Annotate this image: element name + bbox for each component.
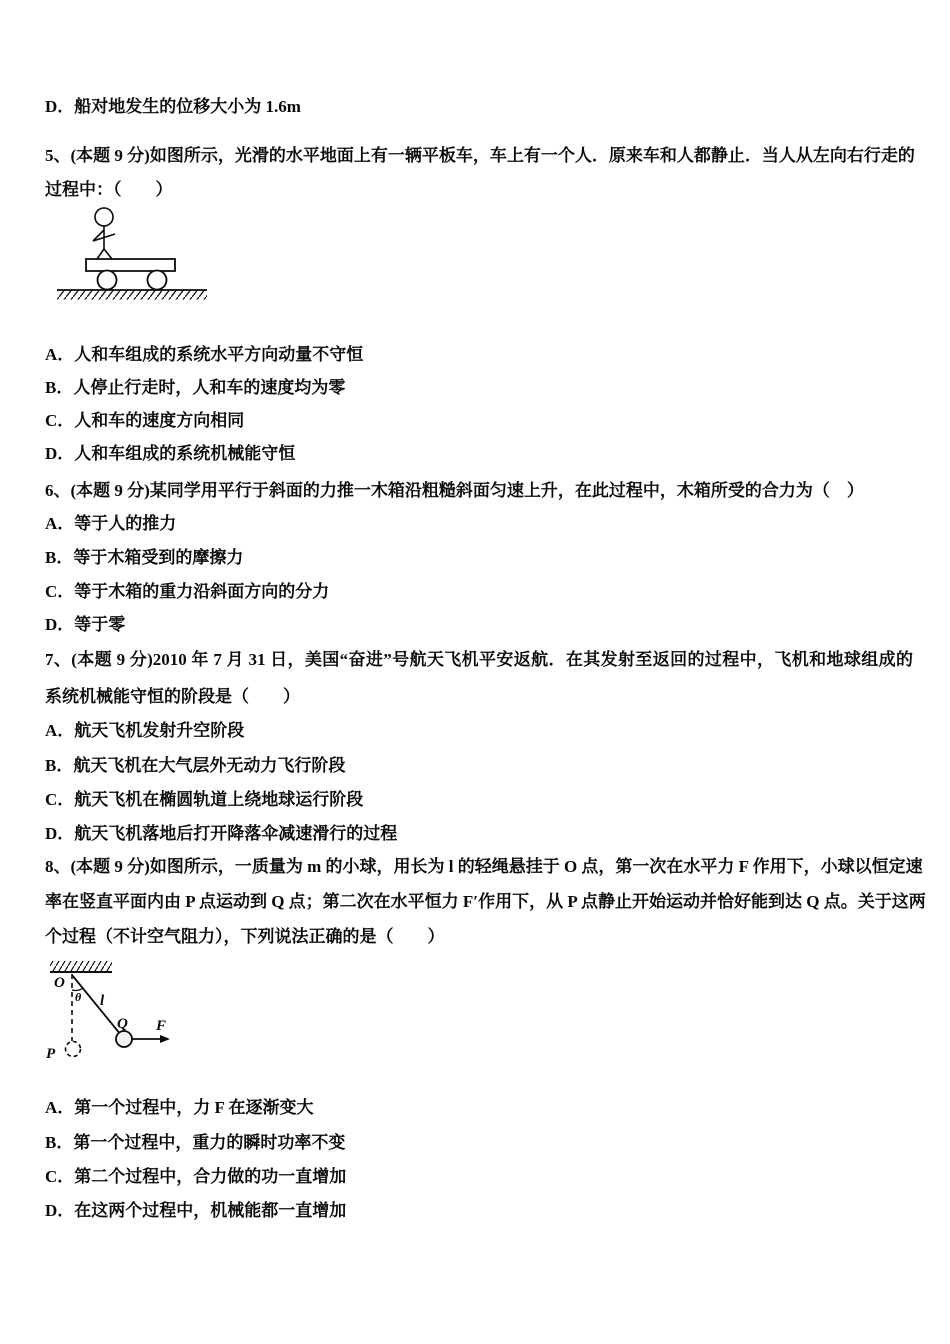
label-theta: θ: [75, 990, 82, 1004]
cart-figure: [52, 198, 212, 306]
question-7-stem-line-1: 7、(本题 9 分)2010 年 7 月 31 日，美国“奋进”号航天飞机平安返航．在其发射至返回的过程中，飞机和地球组成的: [45, 650, 913, 669]
question-8-option-c: C．第二个过程中，合力做的功一直增加: [45, 1167, 347, 1186]
ground-hatching: [57, 291, 207, 300]
question-5-stem-line-1: 5、(本题 9 分)如图所示，光滑的水平地面上有一辆平板车，车上有一个人．原来车和人都静止．当人从左向右行走的: [45, 146, 915, 165]
person-figure: [93, 208, 115, 259]
question-6-option-d: D．等于零: [45, 615, 126, 634]
prev-question-option-d: D．船对地发生的位移大小为 1.6m: [45, 97, 301, 116]
question-6-option-b: B．等于木箱受到的摩擦力: [45, 548, 244, 567]
ceiling-hatching: [50, 961, 112, 972]
person-head: [95, 208, 113, 226]
question-5-option-a: A．人和车组成的系统水平方向动量不守恒: [45, 345, 364, 364]
force-arrow-head: [160, 1035, 170, 1043]
question-7-option-a: A．航天飞机发射升空阶段: [45, 721, 245, 740]
label-q: Q: [117, 1016, 128, 1032]
label-l: l: [100, 993, 105, 1009]
question-8-stem-line-3: 个过程（不计空气阻力），下列说法正确的是（ ）: [45, 927, 445, 946]
question-8-option-a: A．第一个过程中，力 F 在逐渐变大: [45, 1098, 314, 1117]
person-leg-left: [97, 249, 104, 259]
rope-line: [72, 975, 121, 1035]
question-8-option-d: D．在这两个过程中，机械能都一直增加: [45, 1201, 347, 1220]
question-7-option-d: D．航天飞机落地后打开降落伞减速滑行的过程: [45, 824, 398, 843]
question-5-option-c: C．人和车的速度方向相同: [45, 411, 245, 430]
cart-platform: [86, 259, 175, 271]
pendulum-figure: [38, 956, 178, 1074]
ball-at-q: [116, 1031, 132, 1047]
ball-at-p-dashed: [66, 1042, 81, 1057]
question-7-option-c: C．航天飞机在椭圆轨道上绕地球运行阶段: [45, 790, 364, 809]
question-7-option-b: B．航天飞机在大气层外无动力飞行阶段: [45, 756, 346, 775]
question-8-option-b: B．第一个过程中，重力的瞬时功率不变: [45, 1133, 346, 1152]
label-p: P: [46, 1046, 56, 1062]
question-8-stem-line-2: 率在竖直平面内由 P 点运动到 Q 点；第二次在水平恒力 F′作用下，从 P 点静止开始运动并恰好能到达 Q 点。关于这两: [45, 892, 926, 911]
question-6-stem: 6、(本题 9 分)某同学用平行于斜面的力推一木箱沿粗糙斜面匀速上升，在此过程中，木箱所受的合力为（ ）: [45, 481, 864, 500]
question-6-option-a: A．等于人的推力: [45, 514, 177, 533]
label-f: F: [156, 1018, 167, 1034]
label-o: O: [54, 975, 65, 991]
cart-wheel-left: [98, 271, 117, 290]
question-8-stem-line-1: 8、(本题 9 分)如图所示，一质量为 m 的小球，用长为 l 的轻绳悬挂于 O 点，第一次在水平力 F 作用下，小球以恒定速: [45, 857, 923, 876]
question-5-option-b: B．人停止行走时，人和车的速度均为零: [45, 378, 346, 397]
person-leg-right: [104, 249, 112, 259]
question-5-option-d: D．人和车组成的系统机械能守恒: [45, 444, 296, 463]
question-7-stem-line-2: 系统机械能守恒的阶段是（ ）: [45, 687, 300, 706]
question-5-stem-line-2: 过程中：（ ）: [45, 180, 173, 199]
question-6-option-c: C．等于木箱的重力沿斜面方向的分力: [45, 582, 330, 601]
cart-wheel-right: [148, 271, 167, 290]
